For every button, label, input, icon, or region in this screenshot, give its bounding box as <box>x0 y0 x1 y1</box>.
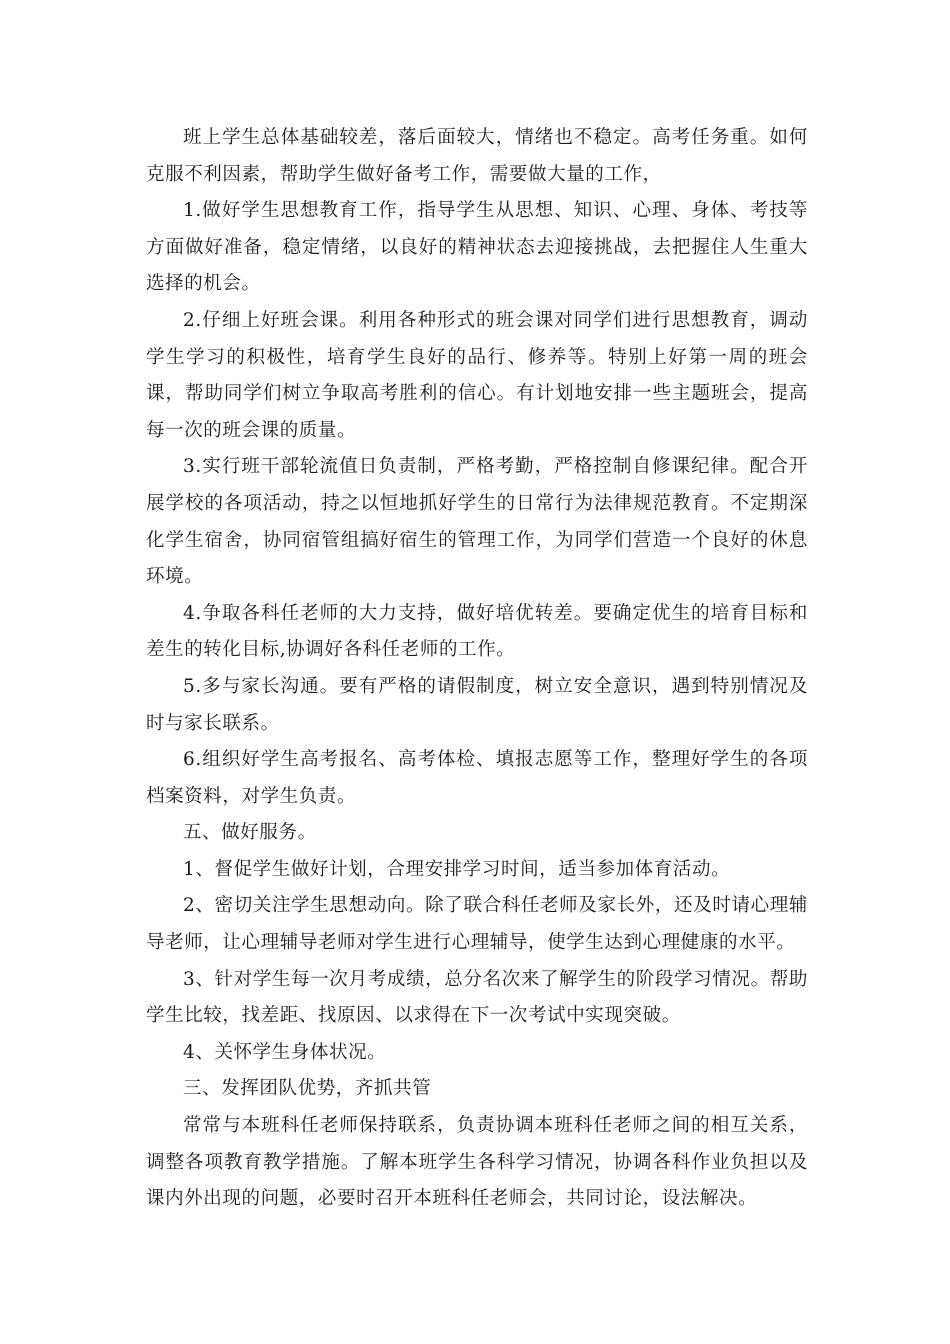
section-heading-team: 三、发挥团队优势，齐抓共管 <box>183 1078 432 1100</box>
document-body <box>146 120 808 1218</box>
paragraph-service-2: 2、密切关注学生思想动向。除了联合科任老师及家长外，还及时请心理辅导老师，让心理辅导老师对学生进行心理辅导，使学生达到心理健康的水平。 <box>146 895 808 954</box>
paragraph-service-1: 1、督促学生做好计划，合理安排学习时间，适当参加体育活动。 <box>183 858 731 880</box>
paragraph-item-3: 3.实行班干部轮流值日负责制，严格考勤，严格控制自修课纪律。配合开展学校的各项活动，持之以恒地抓好学生的日常行为法律规范教育。不定期深化学生宿舍，协同宿管组搞好宿生的管理工作，为同学们营造一个良好的休息环境。 <box>146 456 808 588</box>
paragraph-item-6: 6.组织好学生高考报名、高考体检、填报志愿等工作，整理好学生的各项档案资料，对学生负责。 <box>146 749 808 807</box>
paragraph-service-4: 4、关怀学生身体状况。 <box>183 1041 387 1063</box>
section-heading-service: 五、做好服务。 <box>183 822 317 844</box>
paragraph-team: 常常与本班科任老师保持联系，负责协调本班科任老师之间的相互关系，调整各项教育教学措施。了解本班学生各科学习情况，协调各科作业负担以及课内外出现的问题，必要时召开本班科任老师会，共同讨论，设法解决。 <box>146 1115 808 1210</box>
paragraph-intro: 班上学生总体基础较差，落后面较大，情绪也不稳定。高考任务重。如何克服不利因素，帮助学生做好备考工作，需要做大量的工作， <box>146 127 808 185</box>
paragraph-service-3: 3、针对学生每一次月考成绩，总分名次来了解学生的阶段学习情况。帮助学生比较，找差距、找原因、以求得在下一次考试中实现突破。 <box>146 968 808 1027</box>
paragraph-item-1: 1.做好学生思想教育工作，指导学生从思想、知识、心理、身体、考技等方面做好准备，稳定情绪，以良好的精神状态去迎接挑战，去把握住人生重大选择的机会。 <box>146 200 808 295</box>
paragraph-item-4: 4.争取各科任老师的大力支持，做好培优转差。要确定优生的培育目标和差生的转化目标,协调好各科任老师的工作。 <box>146 602 808 661</box>
paragraph-item-2: 2.仔细上好班会课。利用各种形式的班会课对同学们进行思想教育，调动学生学习的积极性，培育学生良好的品行、修养等。特别上好第一周的班会课，帮助同学们树立争取高考胜利的信心。有计划地安排一些主题班会，提高每一次的班会课的质量。 <box>146 309 808 441</box>
paragraph-item-5: 5.多与家长沟通。要有严格的请假制度，树立安全意识，遇到特别情况及时与家长联系。 <box>146 675 808 734</box>
